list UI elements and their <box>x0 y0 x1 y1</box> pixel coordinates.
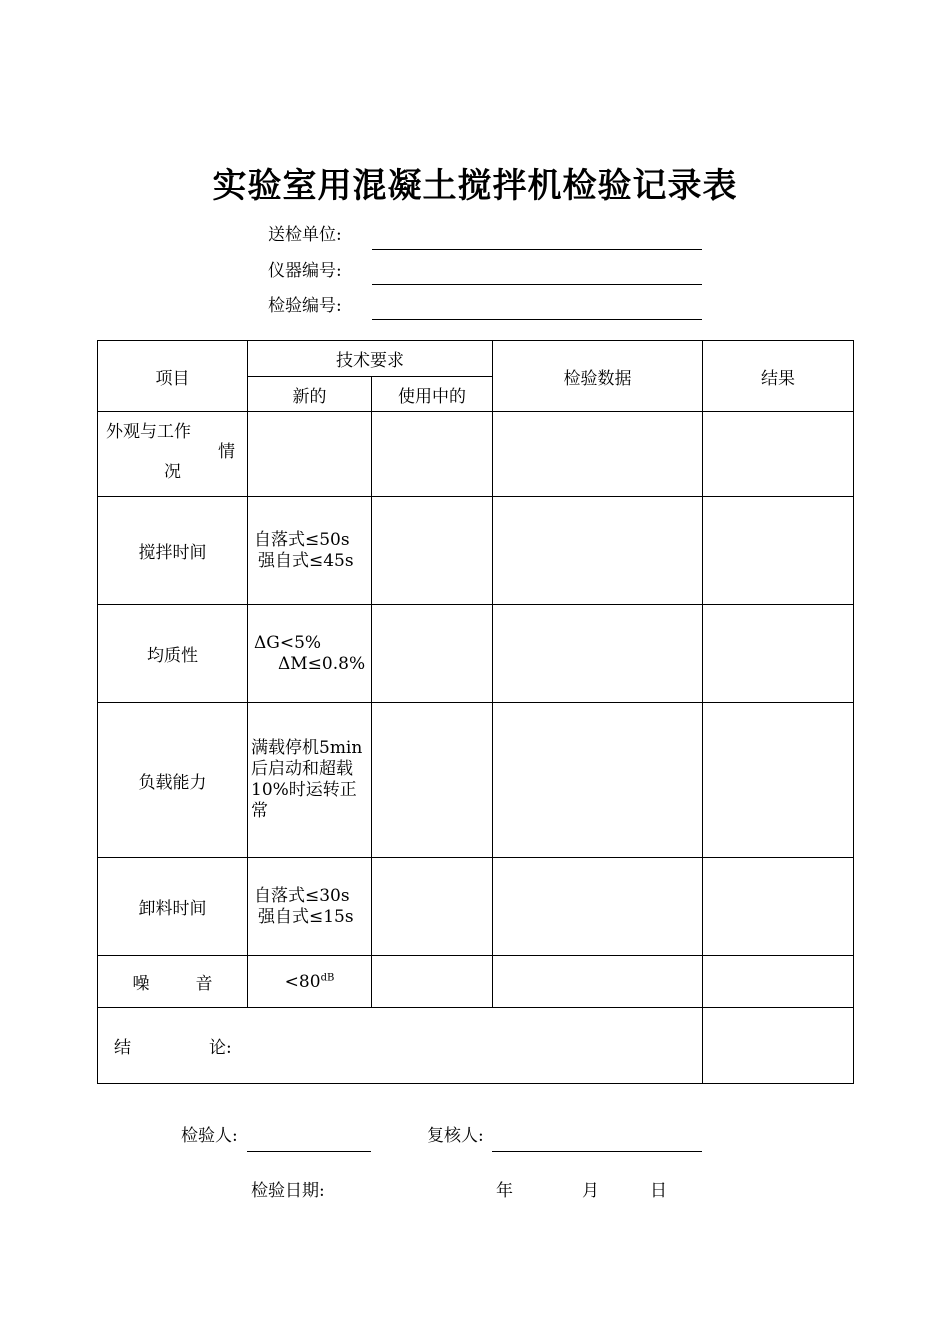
data-cell[interactable] <box>493 497 703 605</box>
req-in-use-cell[interactable] <box>372 412 493 497</box>
data-cell[interactable] <box>493 956 703 1008</box>
req-line: ΔM≤0.8% <box>278 653 366 674</box>
inspection-table <box>97 340 854 1084</box>
instrument-number-field[interactable] <box>372 266 702 285</box>
header-inspection-data: 检验数据 <box>493 341 703 412</box>
date-day-label: 日 <box>650 1181 667 1201</box>
req-line: ΔG<5% <box>254 632 322 653</box>
reviewer-field[interactable] <box>492 1133 702 1152</box>
req-line: 10%时运转正 <box>251 780 357 800</box>
instrument-number-label: 仪器编号: <box>268 261 342 281</box>
req-line: 常 <box>251 801 268 821</box>
result-cell[interactable] <box>703 412 854 497</box>
reviewer-label: 复核人: <box>427 1126 484 1146</box>
table-row <box>98 956 854 1008</box>
item-load-capacity: 负载能力 <box>98 703 248 858</box>
req-mixing-time <box>248 497 372 605</box>
item-appearance-line2: 情 <box>218 442 235 462</box>
conclusion-row <box>98 1008 854 1084</box>
item-discharge-time: 卸料时间 <box>98 858 248 956</box>
item-appearance-line1: 外观与工作 <box>106 422 191 442</box>
item-appearance <box>98 412 248 497</box>
req-line: 满载停机5min <box>251 738 363 758</box>
header-result: 结果 <box>703 341 854 412</box>
table-row <box>98 605 854 703</box>
item-mixing-time: 搅拌时间 <box>98 497 248 605</box>
req-in-use-cell[interactable] <box>372 858 493 956</box>
submitting-unit-field[interactable] <box>372 230 702 250</box>
submitting-unit-label: 送检单位: <box>268 225 342 245</box>
req-noise <box>248 956 372 1008</box>
date-month-label: 月 <box>582 1181 599 1201</box>
table-row <box>98 703 854 858</box>
table-row <box>98 497 854 605</box>
req-line: 自落式≤30s <box>254 885 350 906</box>
req-line: 强自式≤45s <box>258 550 354 571</box>
req-load-capacity <box>248 703 372 858</box>
data-cell[interactable] <box>493 605 703 703</box>
req-in-use-cell[interactable] <box>372 605 493 703</box>
data-cell[interactable] <box>493 858 703 956</box>
req-noise-value: <80 <box>284 971 321 992</box>
header-row <box>98 341 854 377</box>
date-year-label: 年 <box>496 1181 513 1201</box>
result-cell[interactable] <box>703 497 854 605</box>
req-in-use-cell[interactable] <box>372 703 493 858</box>
req-new-cell[interactable] <box>248 412 372 497</box>
result-cell[interactable] <box>703 605 854 703</box>
item-noise-char1: 噪 <box>132 974 150 994</box>
req-in-use-cell[interactable] <box>372 956 493 1008</box>
data-cell[interactable] <box>493 703 703 858</box>
table-row <box>98 412 854 497</box>
page-title: 实验室用混凝土搅拌机检验记录表 <box>212 166 738 206</box>
header-item: 项目 <box>98 341 248 412</box>
conclusion-label-char2: 论: <box>209 1038 232 1058</box>
table-row <box>98 858 854 956</box>
req-discharge-time <box>248 858 372 956</box>
header-tech-requirements: 技术要求 <box>248 341 493 377</box>
item-noise-char2: 音 <box>195 974 213 994</box>
inspection-number-field[interactable] <box>372 301 702 320</box>
conclusion-result-cell[interactable] <box>703 1008 854 1084</box>
req-line: 强自式≤15s <box>258 906 354 927</box>
item-appearance-line3: 况 <box>164 462 181 482</box>
req-noise-unit: dB <box>320 971 335 983</box>
req-line: 自落式≤50s <box>254 529 350 550</box>
inspector-label: 检验人: <box>181 1126 238 1146</box>
req-line: 后启动和超载 <box>251 759 353 779</box>
inspection-number-label: 检验编号: <box>268 296 342 316</box>
req-in-use-cell[interactable] <box>372 497 493 605</box>
conclusion-cell[interactable] <box>98 1008 703 1084</box>
result-cell[interactable] <box>703 956 854 1008</box>
header-in-use: 使用中的 <box>372 377 493 412</box>
inspection-date-label: 检验日期: <box>251 1181 325 1201</box>
item-noise <box>98 956 248 1008</box>
req-homogeneity <box>248 605 372 703</box>
result-cell[interactable] <box>703 858 854 956</box>
conclusion-label-char1: 结 <box>114 1038 131 1058</box>
header-new: 新的 <box>248 377 372 412</box>
item-homogeneity: 均质性 <box>98 605 248 703</box>
result-cell[interactable] <box>703 703 854 858</box>
inspector-field[interactable] <box>247 1133 371 1152</box>
data-cell[interactable] <box>493 412 703 497</box>
